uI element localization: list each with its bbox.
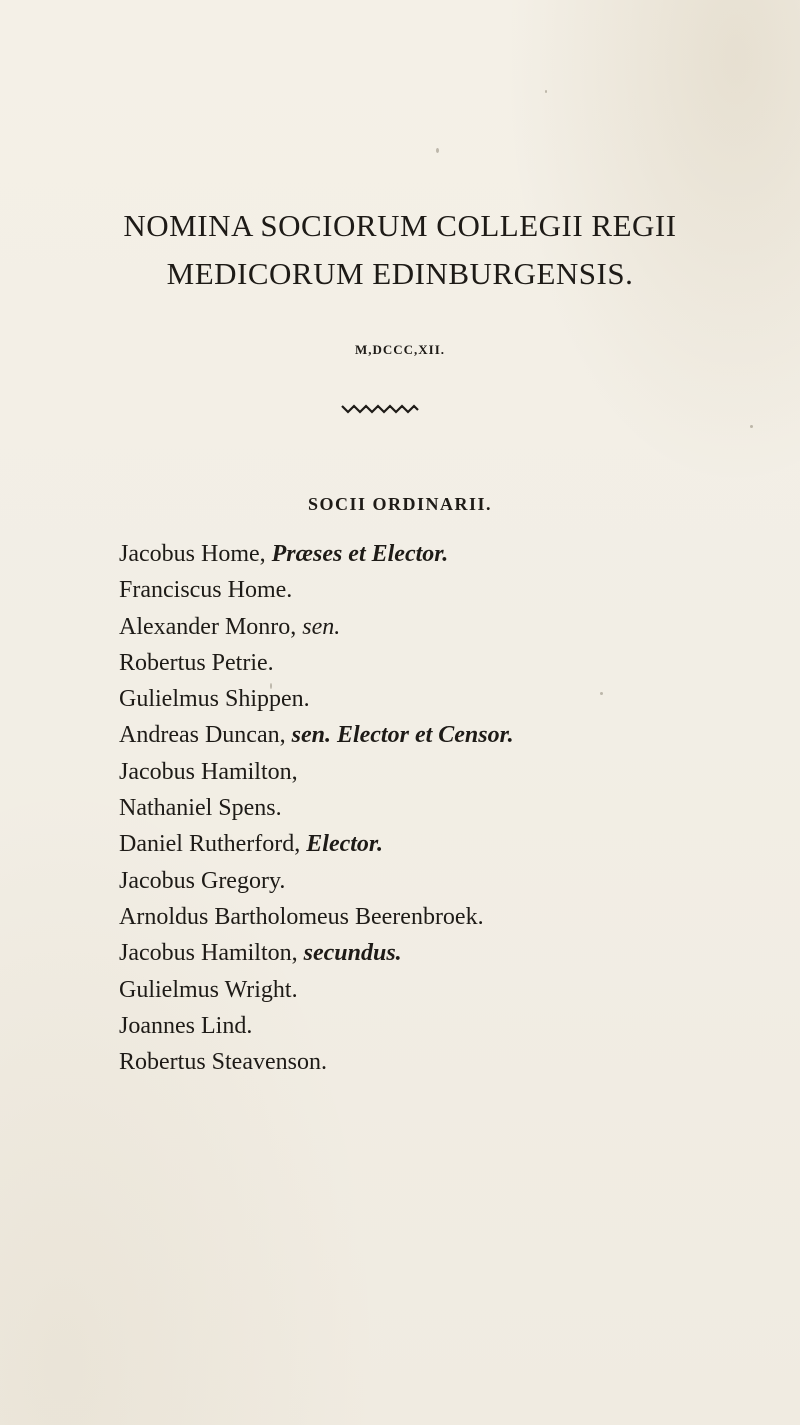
member-name: Robertus Petrie. (119, 649, 274, 676)
member-name: Franciscus Home. (119, 577, 293, 604)
member-entry (119, 826, 514, 862)
member-name: Gulielmus Shippen. (119, 686, 310, 713)
member-entry (119, 681, 514, 717)
year-roman-numeral: M,DCCC,XII. (354, 342, 446, 357)
member-role: Præses et Elector. (271, 541, 449, 567)
members-list (119, 536, 514, 1080)
section-heading: SOCII ORDINARII. (307, 494, 493, 514)
member-entry (119, 1044, 514, 1080)
member-entry (119, 1008, 514, 1044)
member-entry (119, 935, 514, 971)
paper-speck (436, 148, 439, 153)
member-entry (119, 572, 514, 608)
member-entry (119, 790, 514, 826)
paper-speck (545, 90, 547, 93)
page-title-line-1: NOMINA SOCIORUM COLLEGII REGII (123, 208, 677, 243)
member-entry (119, 754, 514, 790)
member-name: Jacobus Hamilton, (119, 940, 298, 967)
paper-speck (600, 692, 603, 695)
member-name: Daniel Rutherford, (119, 831, 301, 858)
member-name: Nathaniel Spens. (119, 795, 282, 822)
member-name: Andreas Duncan, (119, 722, 286, 749)
member-role: secundus. (303, 940, 402, 967)
member-entry (119, 899, 514, 935)
member-name: Arnoldus Bartholomeus Beerenbroek. (119, 903, 484, 930)
member-entry (119, 717, 514, 753)
member-name: Robertus Steavenson. (119, 1049, 327, 1076)
member-name: Jacobus Gregory. (119, 867, 286, 894)
member-name: Joannes Lind. (119, 1012, 253, 1039)
page-title-line-2: MEDICORUM EDINBURGENSIS. (166, 256, 634, 291)
member-role: sen. Elector et Censor. (291, 722, 514, 749)
member-name: Alexander Monro, (119, 613, 297, 640)
member-entry (119, 645, 514, 681)
member-entry (119, 972, 514, 1008)
member-name: Jacobus Home, (119, 541, 266, 567)
decorative-rule-ornament (340, 403, 420, 415)
member-entry (119, 609, 514, 645)
member-role: sen. (302, 613, 341, 640)
member-name: Jacobus Hamilton, (119, 758, 298, 785)
paper-speck (750, 425, 753, 428)
member-role: Elector. (306, 831, 383, 858)
member-entry (119, 863, 514, 899)
member-name: Gulielmus Wright. (119, 976, 298, 1003)
member-entry (119, 536, 514, 572)
